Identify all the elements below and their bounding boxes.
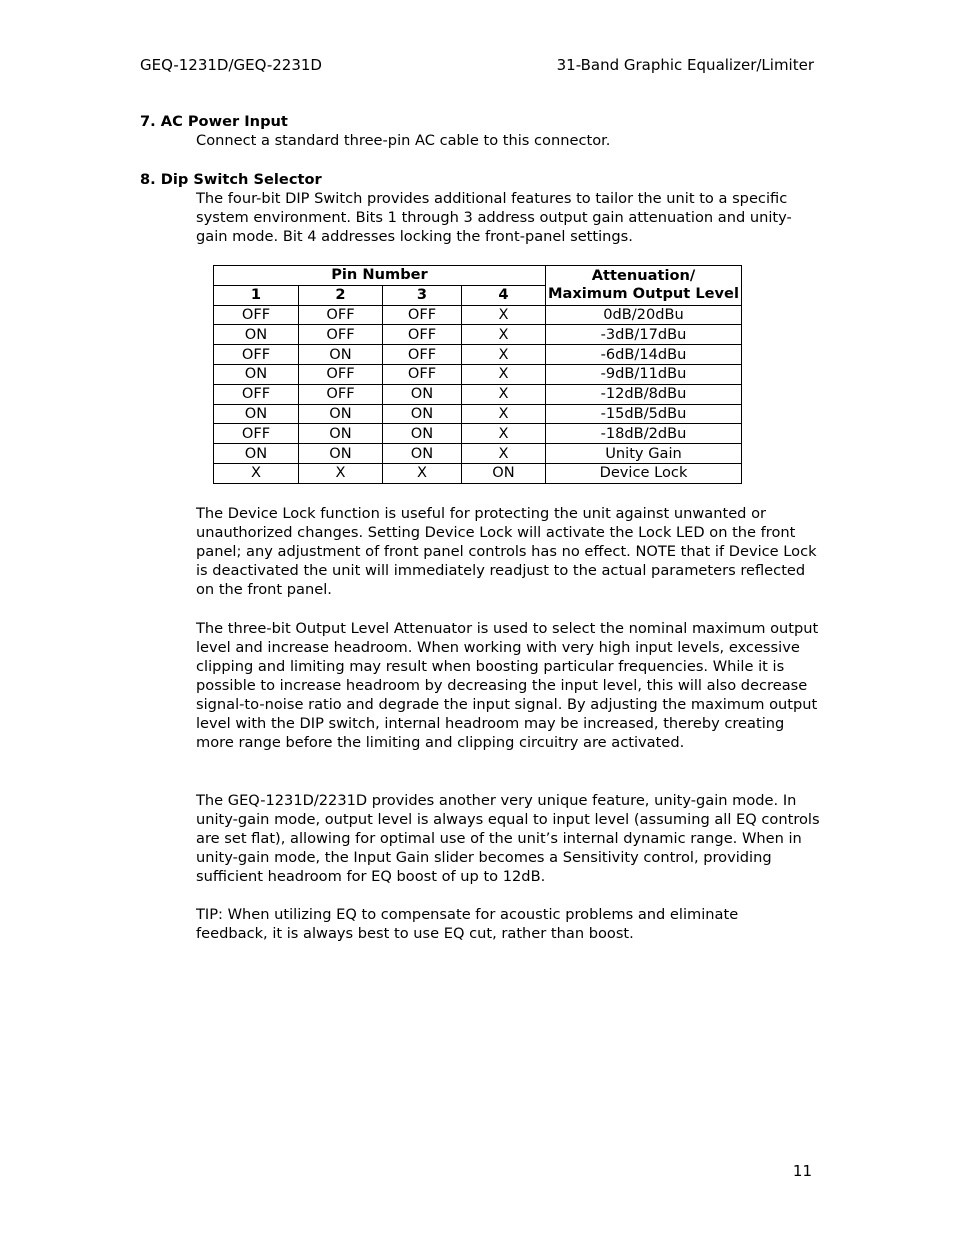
- pin-4-cell: X: [462, 364, 546, 384]
- pin-1-cell: X: [214, 463, 299, 483]
- table-row: [214, 364, 742, 384]
- table-row: [214, 325, 742, 345]
- pin-3-cell: OFF: [383, 345, 462, 365]
- attenuation-cell: -12dB/8dBu: [546, 384, 742, 404]
- dip-switch-table: [213, 265, 742, 484]
- pin-1-cell: ON: [214, 444, 299, 464]
- table-row: [214, 384, 742, 404]
- attenuator-paragraph: The three-bit Output Level Attenuator is used to select the nominal maximum output level and increase headroom. When working with very high input levels, excessive clipping and limiting may result when boosting particular frequencies. While it is possible to increase headroom by decreasing the input level, this will also decrease signal-to-noise ratio and degrade the input signal. By adjusting the maximum output level with the DIP switch, internal headroom may be increased, thereby creating more range before the limiting and clipping circuitry are activated.: [196, 620, 819, 751]
- pin-3-cell: OFF: [383, 364, 462, 384]
- pin-2-cell: ON: [299, 424, 383, 444]
- attenuation-cell: -15dB/5dBu: [546, 404, 742, 424]
- table-row: [214, 444, 742, 464]
- pin-1-cell: OFF: [214, 424, 299, 444]
- pin-2-cell: OFF: [299, 325, 383, 345]
- attenuation-cell: Device Lock: [546, 463, 742, 483]
- pin-4-cell: X: [462, 325, 546, 345]
- section-7-text: Connect a standard three-pin AC cable to this connector.: [196, 132, 611, 149]
- pin-3-cell: OFF: [383, 305, 462, 325]
- pin-4-cell: X: [462, 305, 546, 325]
- pin-1-cell: OFF: [214, 384, 299, 404]
- attenuation-header: [546, 266, 742, 306]
- pin-4-cell: X: [462, 345, 546, 365]
- attenuation-cell: Unity Gain: [546, 444, 742, 464]
- attenuation-cell: -3dB/17dBu: [546, 325, 742, 345]
- table-row: [214, 345, 742, 365]
- pin-1-cell: ON: [214, 404, 299, 424]
- section-7-title: 7. AC Power Input: [140, 113, 288, 130]
- pin-2-cell: ON: [299, 444, 383, 464]
- tip-paragraph: TIP: When utilizing EQ to compensate for acoustic problems and eliminate feedback, it is always best to use EQ cut, rather than boost.: [196, 906, 739, 942]
- pin-2-header: 2: [299, 285, 383, 305]
- table-row: [214, 305, 742, 325]
- table-row: [214, 404, 742, 424]
- pin-2-cell: ON: [299, 404, 383, 424]
- pin-3-cell: ON: [383, 424, 462, 444]
- header-title: 31-Band Graphic Equalizer/Limiter: [556, 56, 814, 74]
- attenuation-cell: -9dB/11dBu: [546, 364, 742, 384]
- pin-3-header: 3: [383, 285, 462, 305]
- section-8-text: The four-bit DIP Switch provides additional features to tailor the unit to a specific system environment. Bits 1 through 3 address output gain attenuation and unity-gain mode. Bit 4 addresses locking the front-panel settings.: [196, 190, 792, 245]
- table-header-row: [214, 266, 742, 286]
- attenuation-header-line2: Maximum Output Level: [548, 285, 739, 303]
- attenuation-cell: 0dB/20dBu: [546, 305, 742, 325]
- pin-1-cell: OFF: [214, 345, 299, 365]
- table-row: [214, 424, 742, 444]
- pin-2-cell: ON: [299, 345, 383, 365]
- header-model: GEQ-1231D/GEQ-2231D: [140, 56, 322, 74]
- pin-number-header: Pin Number: [214, 266, 546, 286]
- attenuation-cell: -18dB/2dBu: [546, 424, 742, 444]
- pin-1-cell: OFF: [214, 305, 299, 325]
- pin-4-cell: X: [462, 404, 546, 424]
- pin-4-cell: X: [462, 444, 546, 464]
- attenuation-header-line1: Attenuation/: [591, 267, 696, 285]
- pin-3-cell: ON: [383, 384, 462, 404]
- pin-2-cell: X: [299, 463, 383, 483]
- page-number: 11: [792, 1162, 812, 1180]
- device-lock-paragraph: The Device Lock function is useful for protecting the unit against unwanted or unauthorized changes. Setting Device Lock will activate the Lock LED on the front panel; any adjustment of front panel controls has no effect. NOTE that if Device Lock is deactivated the unit will immediately readjust to the actual parameters reflected on the front panel.: [196, 505, 817, 598]
- pin-1-cell: ON: [214, 325, 299, 345]
- pin-2-cell: OFF: [299, 364, 383, 384]
- pin-3-cell: ON: [383, 404, 462, 424]
- pin-4-cell: X: [462, 384, 546, 404]
- pin-1-header: 1: [214, 285, 299, 305]
- pin-4-header: 4: [462, 285, 546, 305]
- section-8-title: 8. Dip Switch Selector: [140, 171, 322, 188]
- pin-2-cell: OFF: [299, 384, 383, 404]
- table-row: [214, 463, 742, 483]
- pin-4-cell: ON: [462, 463, 546, 483]
- unity-gain-paragraph: The GEQ-1231D/2231D provides another very unique feature, unity-gain mode. In unity-gain mode, output level is always equal to input level (assuming all EQ controls are set flat), allowing for optimal use of the unit’s internal dynamic range. When in unity-gain mode, the Input Gain slider becomes a Sensitivity control, providing sufficient headroom for EQ boost of up to 12dB.: [196, 792, 820, 885]
- pin-2-cell: OFF: [299, 305, 383, 325]
- pin-3-cell: ON: [383, 444, 462, 464]
- pin-1-cell: ON: [214, 364, 299, 384]
- pin-4-cell: X: [462, 424, 546, 444]
- pin-3-cell: X: [383, 463, 462, 483]
- attenuation-cell: -6dB/14dBu: [546, 345, 742, 365]
- pin-3-cell: OFF: [383, 325, 462, 345]
